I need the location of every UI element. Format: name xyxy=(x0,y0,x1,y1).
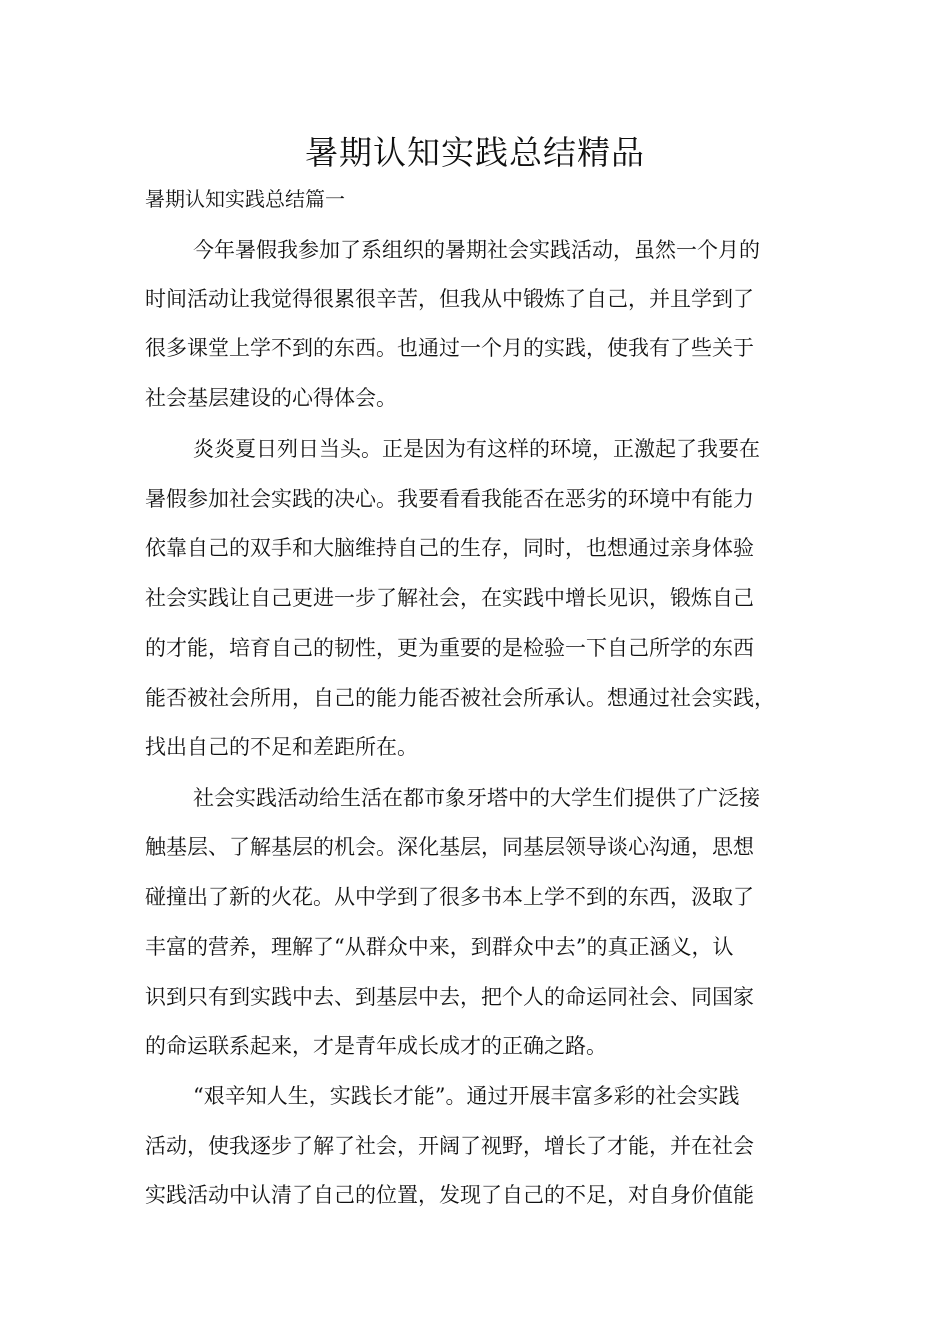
paragraph-line: 找出自己的不足和差距所在。 xyxy=(145,735,418,759)
paragraph-line: 能否被社会所用，自己的能力能否被社会所承认。想通过社会实践， xyxy=(145,686,775,710)
paragraph-line: 的命运联系起来，才是青年成长成才的正确之路。 xyxy=(145,1034,607,1058)
paragraph-line: 依靠自己的双手和大脑维持自己的生存，同时，也想通过亲身体验 xyxy=(145,536,754,560)
paragraph-line: 社会实践让自己更进一步了解社会，在实践中增长见识，锻炼自己 xyxy=(145,586,754,610)
page-title: 暑期认知实践总结精品 xyxy=(305,133,645,172)
paragraph-line: 时间活动让我觉得很累很辛苦，但我从中锻炼了自己，并且学到了 xyxy=(145,287,754,311)
paragraph-line: 今年暑假我参加了系组织的暑期社会实践活动，虽然一个月的 xyxy=(193,238,760,262)
paragraph-line: 社会基层建设的心得体会。 xyxy=(145,386,397,410)
paragraph-line: 触基层、了解基层的机会。深化基层，同基层领导谈心沟通，思想 xyxy=(145,835,754,859)
paragraph-line: 炎炎夏日列日当头。正是因为有这样的环境，正激起了我要在 xyxy=(193,437,760,461)
section-subtitle: 暑期认知实践总结篇一 xyxy=(145,187,345,211)
paragraph-line: 丰富的营养，理解了“从群众中来，到群众中去”的真正涵义，认 xyxy=(145,935,734,959)
paragraph-line: “艰辛知人生，实践长才能”。通过开展丰富多彩的社会实践 xyxy=(193,1084,740,1108)
paragraph-line: 实践活动中认清了自己的位置，发现了自己的不足，对自身价值能 xyxy=(145,1183,754,1207)
paragraph-line: 很多课堂上学不到的东西。也通过一个月的实践，使我有了些关于 xyxy=(145,336,754,360)
paragraph-line: 暑假参加社会实践的决心。我要看看我能否在恶劣的环境中有能力 xyxy=(145,487,754,511)
paragraph-line: 识到只有到实践中去、到基层中去，把个人的命运同社会、同国家 xyxy=(145,985,754,1009)
paragraph-line: 活动，使我逐步了解了社会，开阔了视野，增长了才能，并在社会 xyxy=(145,1134,754,1158)
paragraph-line: 碰撞出了新的火花。从中学到了很多书本上学不到的东西，汲取了 xyxy=(145,885,754,909)
paragraph-line: 的才能，培育自己的韧性，更为重要的是检验一下自己所学的东西 xyxy=(145,636,754,660)
paragraph-line: 社会实践活动给生活在都市象牙塔中的大学生们提供了广泛接 xyxy=(193,786,760,810)
